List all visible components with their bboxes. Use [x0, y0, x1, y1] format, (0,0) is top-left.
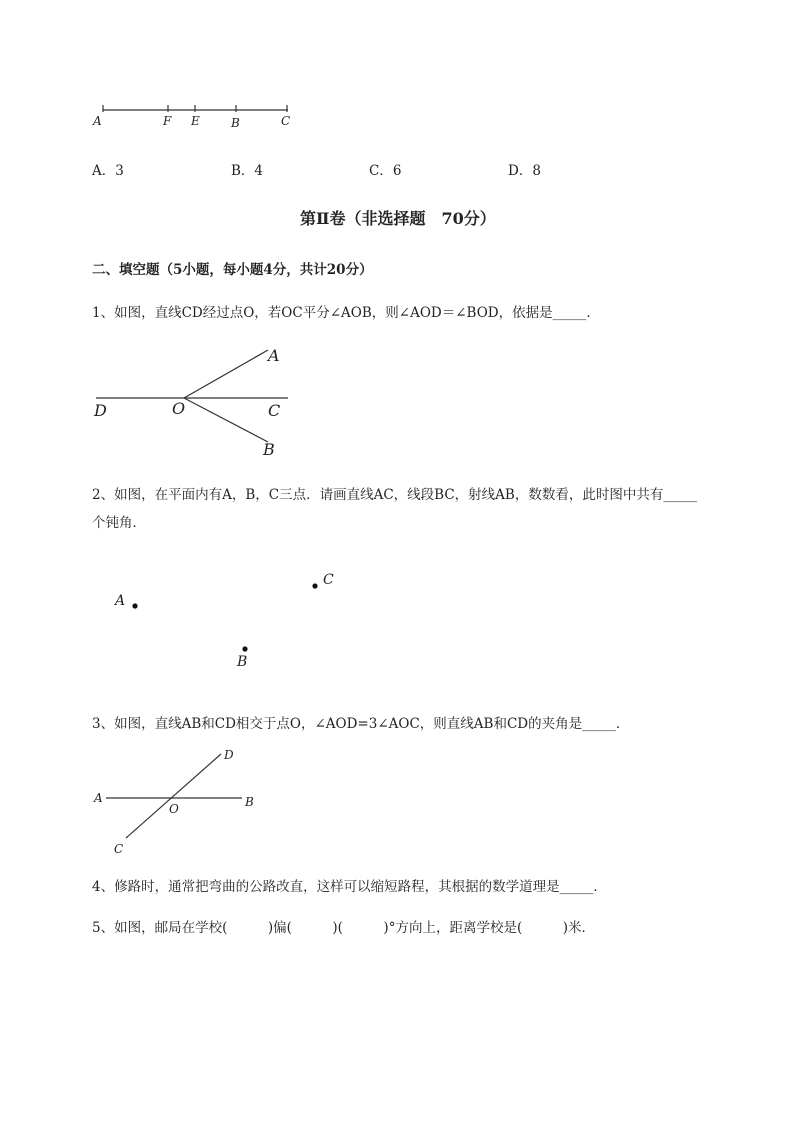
- point-label-b: B: [231, 116, 240, 130]
- fig3-label-c: C: [114, 842, 124, 856]
- question-5: 5、如图，邮局在学校( )偏( )( )°方向上，距离学校是( )米．: [92, 920, 595, 936]
- fig1-label-o: O: [172, 399, 186, 418]
- fig2-label-a: A: [115, 593, 126, 609]
- fig1-label-b: B: [263, 440, 275, 459]
- question-2-line-2: 个钝角．: [92, 515, 146, 531]
- fig3-label-d: D: [224, 748, 234, 762]
- question-2-line-1: 2、如图，在平面内有A，B，C三点．请画直线AC，线段BC，射线AB，数数看，此时图中共有_____: [92, 487, 698, 503]
- figure-3-intersecting-lines: [88, 745, 268, 860]
- point-label-e: E: [191, 114, 200, 128]
- fig2-label-c: C: [323, 572, 334, 588]
- fig3-label-o: O: [169, 802, 179, 816]
- fig1-label-c: C: [268, 401, 281, 420]
- question-3: 3、如图，直线AB和CD相交于点O，∠AOD=3∠AOC，则直线AB和CD的夹角是_____．: [92, 716, 630, 732]
- fig3-label-b: B: [245, 795, 254, 809]
- question-4: 4、修路时，通常把弯曲的公路改直，这样可以缩短路程，其根据的数学道理是_____．: [92, 879, 607, 895]
- figure-1-angle-bisector: [88, 340, 298, 460]
- option-b: B．4: [231, 163, 264, 179]
- point-label-c: C: [281, 114, 291, 128]
- point-label-a: A: [93, 114, 102, 128]
- segment-figure: [88, 100, 308, 132]
- fig1-label-a: A: [268, 346, 280, 365]
- fig2-label-b: B: [237, 654, 248, 670]
- question-1: 1、如图，直线CD经过点O，若OC平分∠AOB，则∠AOD＝∠BOD，依据是_____．: [92, 305, 600, 321]
- fig1-label-d: D: [94, 401, 107, 420]
- option-d: D．8: [508, 163, 541, 179]
- figure-2-three-points: [100, 560, 360, 675]
- option-a: A．3: [92, 163, 124, 179]
- point-label-f: F: [163, 114, 172, 128]
- option-c: C．6: [369, 163, 402, 179]
- part-title: 第Ⅱ卷（非选择题 70分）: [300, 209, 496, 228]
- section-heading: 二、填空题（5小题，每小题4分，共计20分）: [92, 262, 373, 278]
- fig3-label-a: A: [94, 791, 103, 805]
